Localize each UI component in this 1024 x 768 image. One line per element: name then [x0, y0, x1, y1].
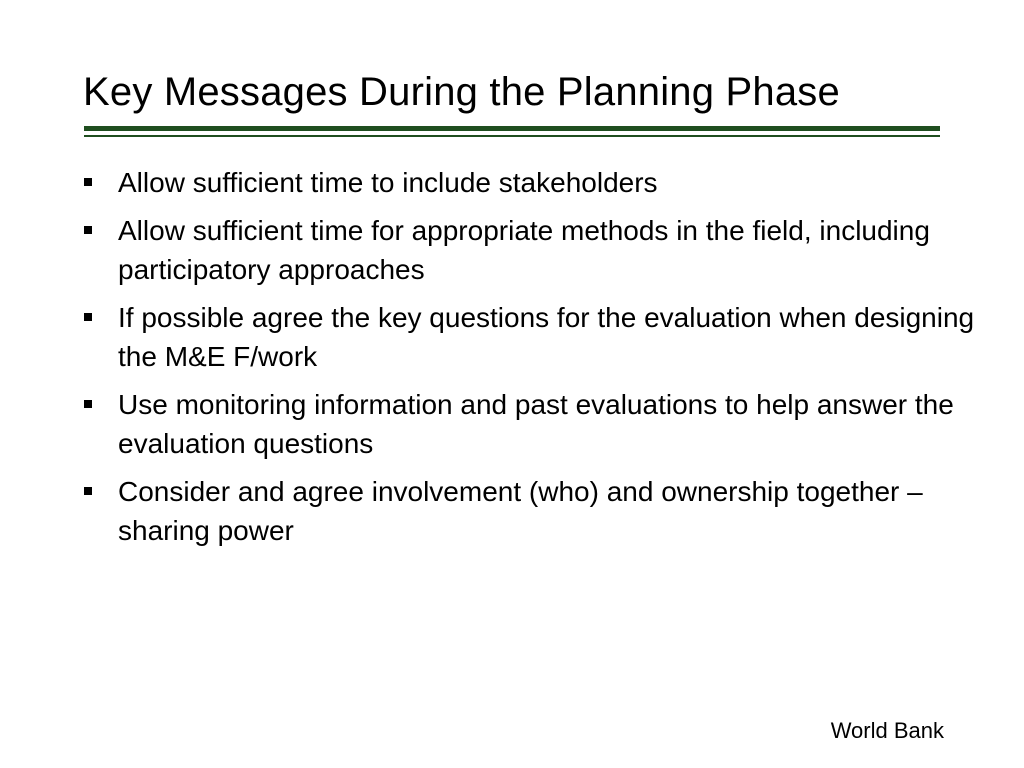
square-bullet-icon — [84, 400, 92, 408]
square-bullet-icon — [84, 487, 92, 495]
slide-title: Key Messages During the Planning Phase — [83, 70, 840, 114]
bullet-text: Allow sufficient time to include stakeholders — [118, 167, 658, 198]
title-underline-thin — [84, 135, 940, 137]
square-bullet-icon — [84, 226, 92, 234]
title-underline-thick — [84, 126, 940, 131]
bullet-text: Use monitoring information and past evaluations to help answer the evaluation questions — [118, 389, 954, 459]
square-bullet-icon — [84, 313, 92, 321]
bullet-item — [84, 298, 984, 376]
square-bullet-icon — [84, 178, 92, 186]
bullet-list — [84, 163, 984, 559]
bullet-item — [84, 472, 984, 550]
bullet-text: If possible agree the key questions for the evaluation when designing the M&E F/work — [118, 302, 975, 372]
bullet-text: Consider and agree involvement (who) and ownership together – sharing power — [118, 476, 923, 546]
bullet-item — [84, 211, 984, 289]
bullet-item — [84, 385, 984, 463]
bullet-item — [84, 163, 984, 202]
footer-credit: World Bank — [830, 718, 944, 743]
bullet-text: Allow sufficient time for appropriate methods in the field, including participatory approaches — [118, 215, 930, 285]
